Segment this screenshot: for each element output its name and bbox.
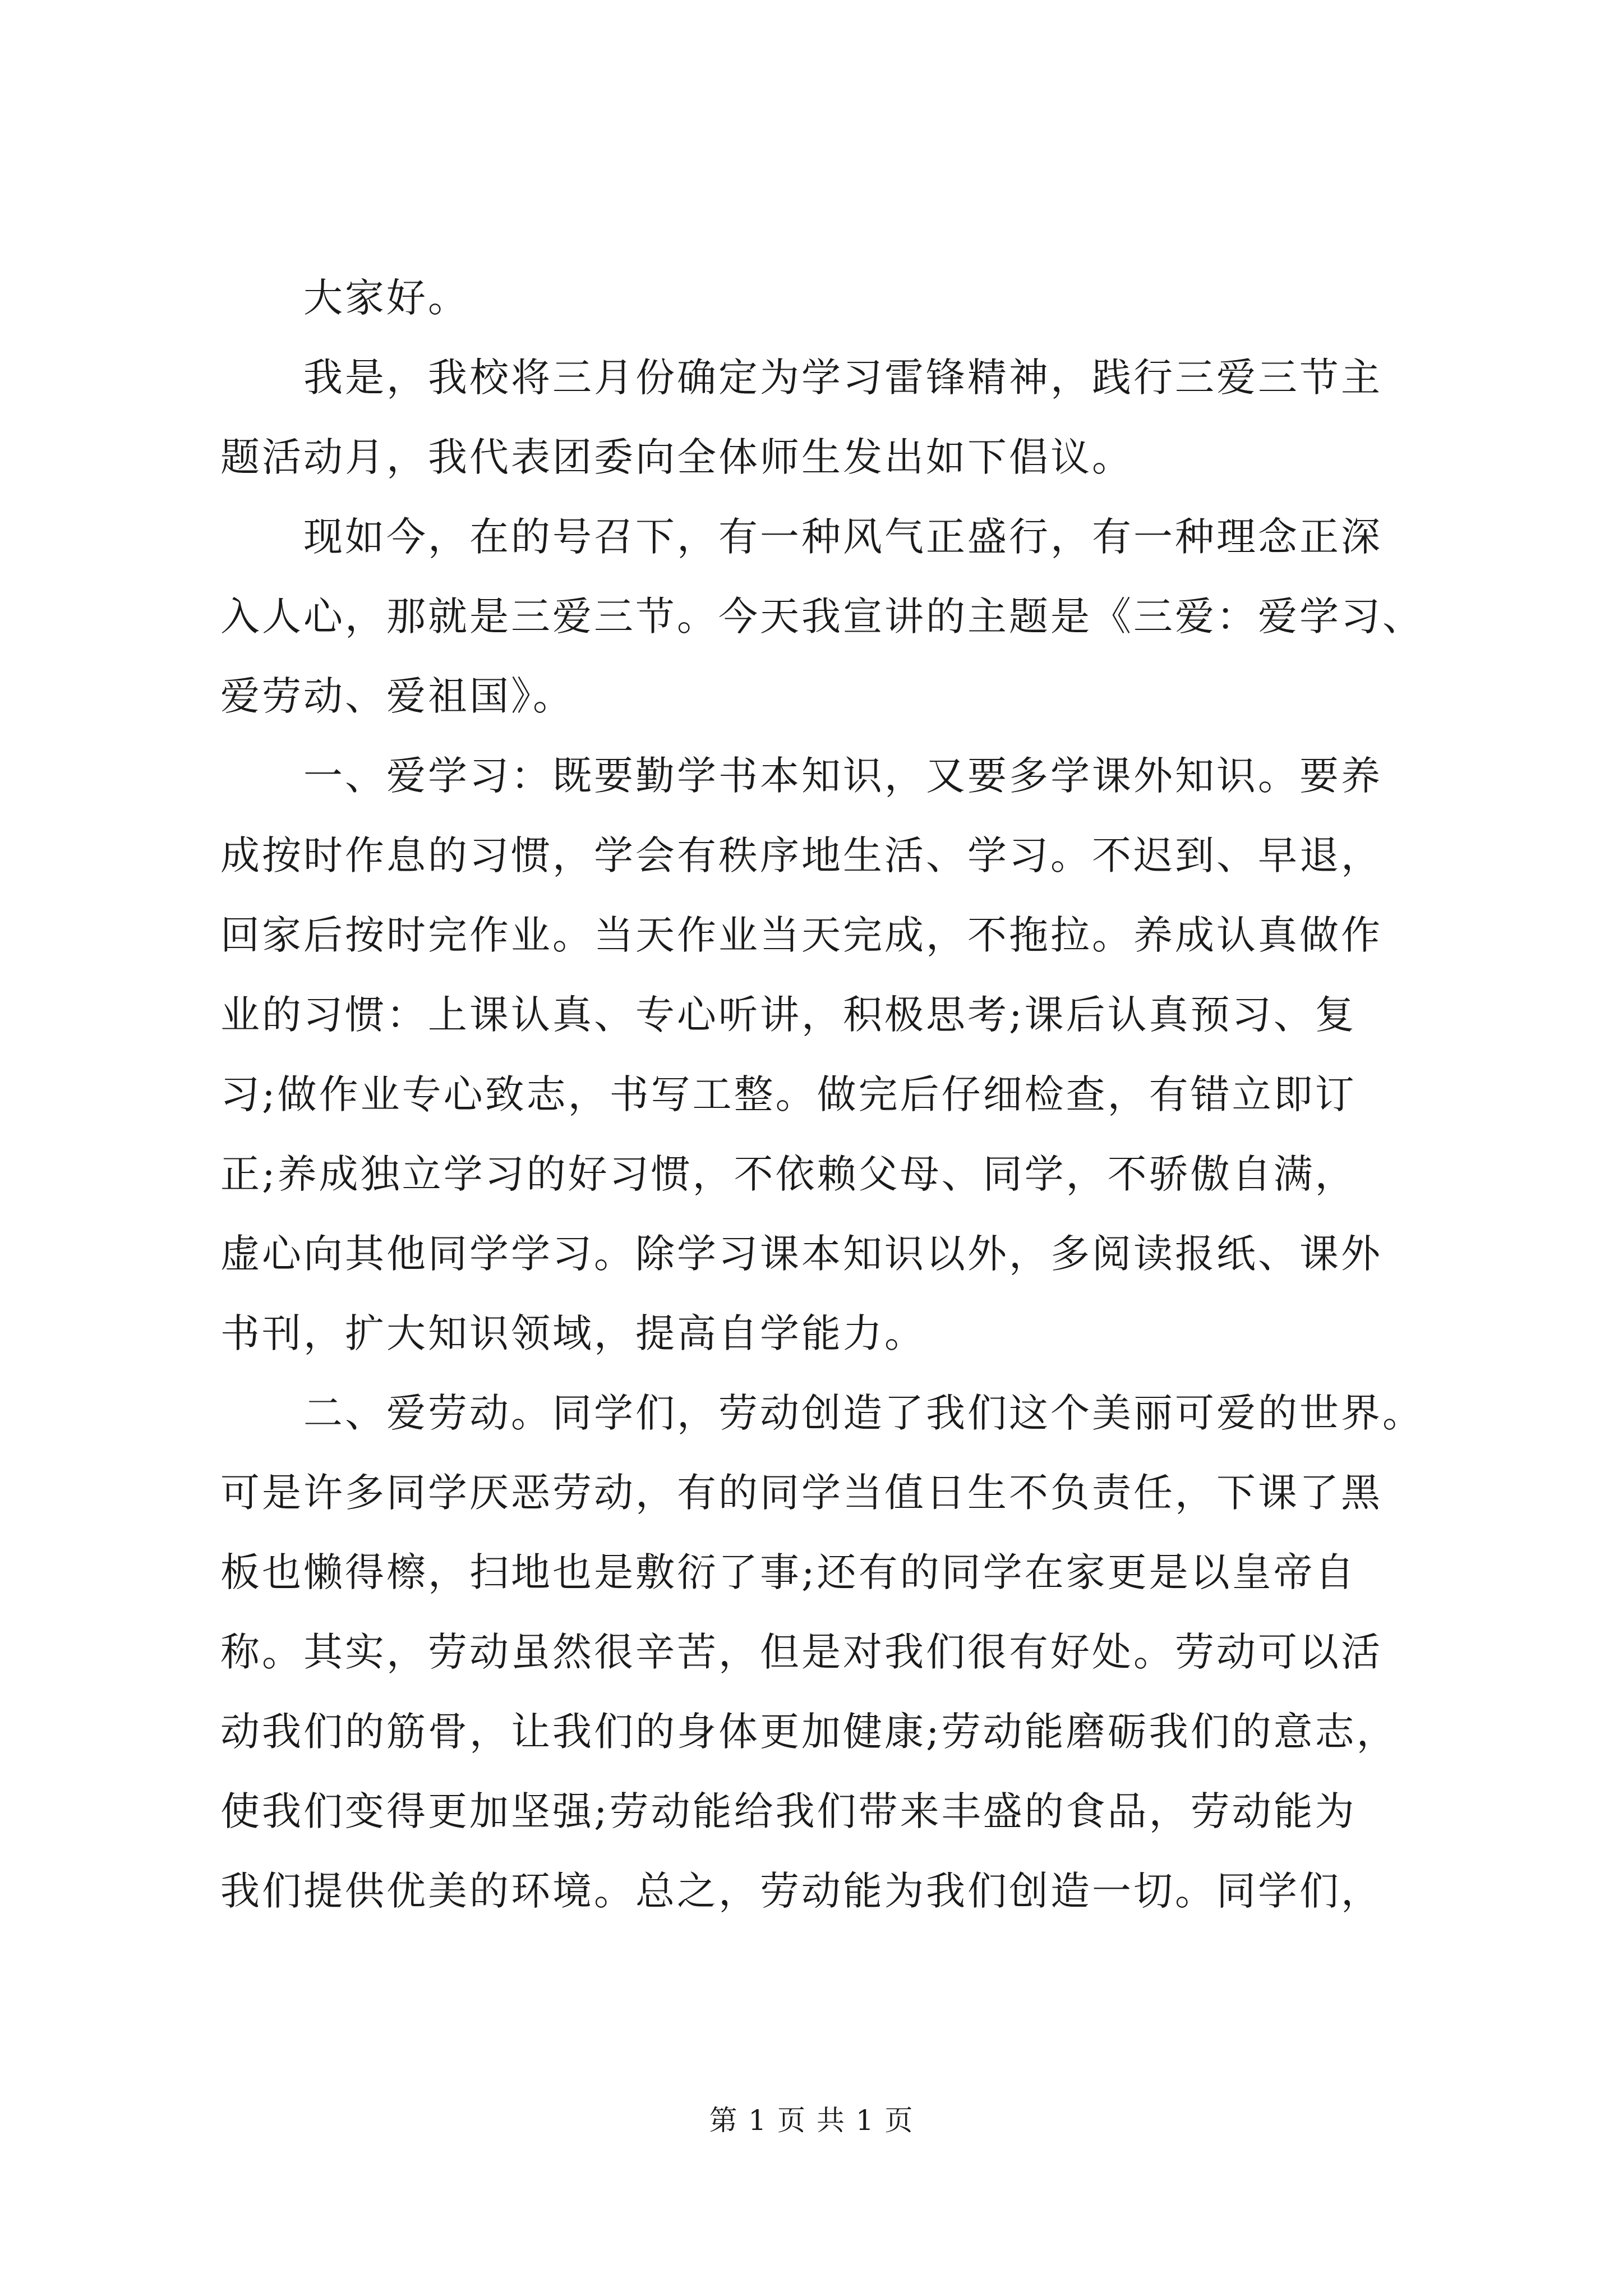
text-line: 可是许多同学厌恶劳动，有的同学当值日生不负责任，下课了黑: [220, 1470, 1382, 1516]
text-line: 入人心，那就是三爱三节。今天我宣讲的主题是《三爱：爱学习、: [220, 593, 1424, 639]
text-line: 我是，我校将三月份确定为学习雷锋精神，践行三爱三节主: [220, 355, 1382, 401]
text-line: 动我们的筋骨，让我们的身体更加健康;劳动能磨砺我们的意志，: [220, 1709, 1398, 1755]
text-line: 题活动月，我代表团委向全体师生发出如下倡议。: [220, 434, 1133, 480]
text-line: 书刊，扩大知识领域，提高自学能力。: [220, 1310, 926, 1356]
text-line: 业的习惯：上课认真、专心听讲，积极思考;课后认真预习、复: [220, 992, 1357, 1038]
text-line: 称。其实，劳动虽然很辛苦，但是对我们很有好处。劳动可以活: [220, 1629, 1382, 1675]
document-body: [220, 258, 1454, 1931]
page-number-footer: 第 1 页 共 1 页: [709, 2104, 914, 2137]
text-line: 我们提供优美的环境。总之，劳动能为我们创造一切。同学们，: [220, 1868, 1382, 1914]
text-line: 爱劳动、爱祖国》。: [220, 673, 574, 719]
text-line: 使我们变得更加坚强;劳动能给我们带来丰盛的食品，劳动能为: [220, 1788, 1357, 1834]
text-line: 习;做作业专心致志，书写工整。做完后仔细检查，有错立即订: [220, 1071, 1357, 1117]
text-line: 虚心向其他同学学习。除学习课本知识以外，多阅读报纸、课外: [220, 1231, 1382, 1277]
text-line: 成按时作息的习惯，学会有秩序地生活、学习。不迟到、早退，: [220, 832, 1382, 878]
text-line: 大家好。: [220, 275, 469, 321]
text-line: 现如今，在的号召下，有一种风气正盛行，有一种理念正深: [220, 514, 1382, 560]
text-line: 板也懒得檫，扫地也是敷衍了事;还有的同学在家更是以皇帝自: [220, 1549, 1357, 1595]
text-line: 二、爱劳动。同学们，劳动创造了我们这个美丽可爱的世界。: [220, 1390, 1424, 1436]
text-line: 回家后按时完作业。当天作业当天完成，不拖拉。养成认真做作: [220, 912, 1382, 958]
text-line: 一、爱学习：既要勤学书本知识，又要多学课外知识。要养: [220, 753, 1382, 799]
text-line: 正;养成独立学习的好习惯，不依赖父母、同学，不骄傲自满，: [220, 1151, 1357, 1197]
